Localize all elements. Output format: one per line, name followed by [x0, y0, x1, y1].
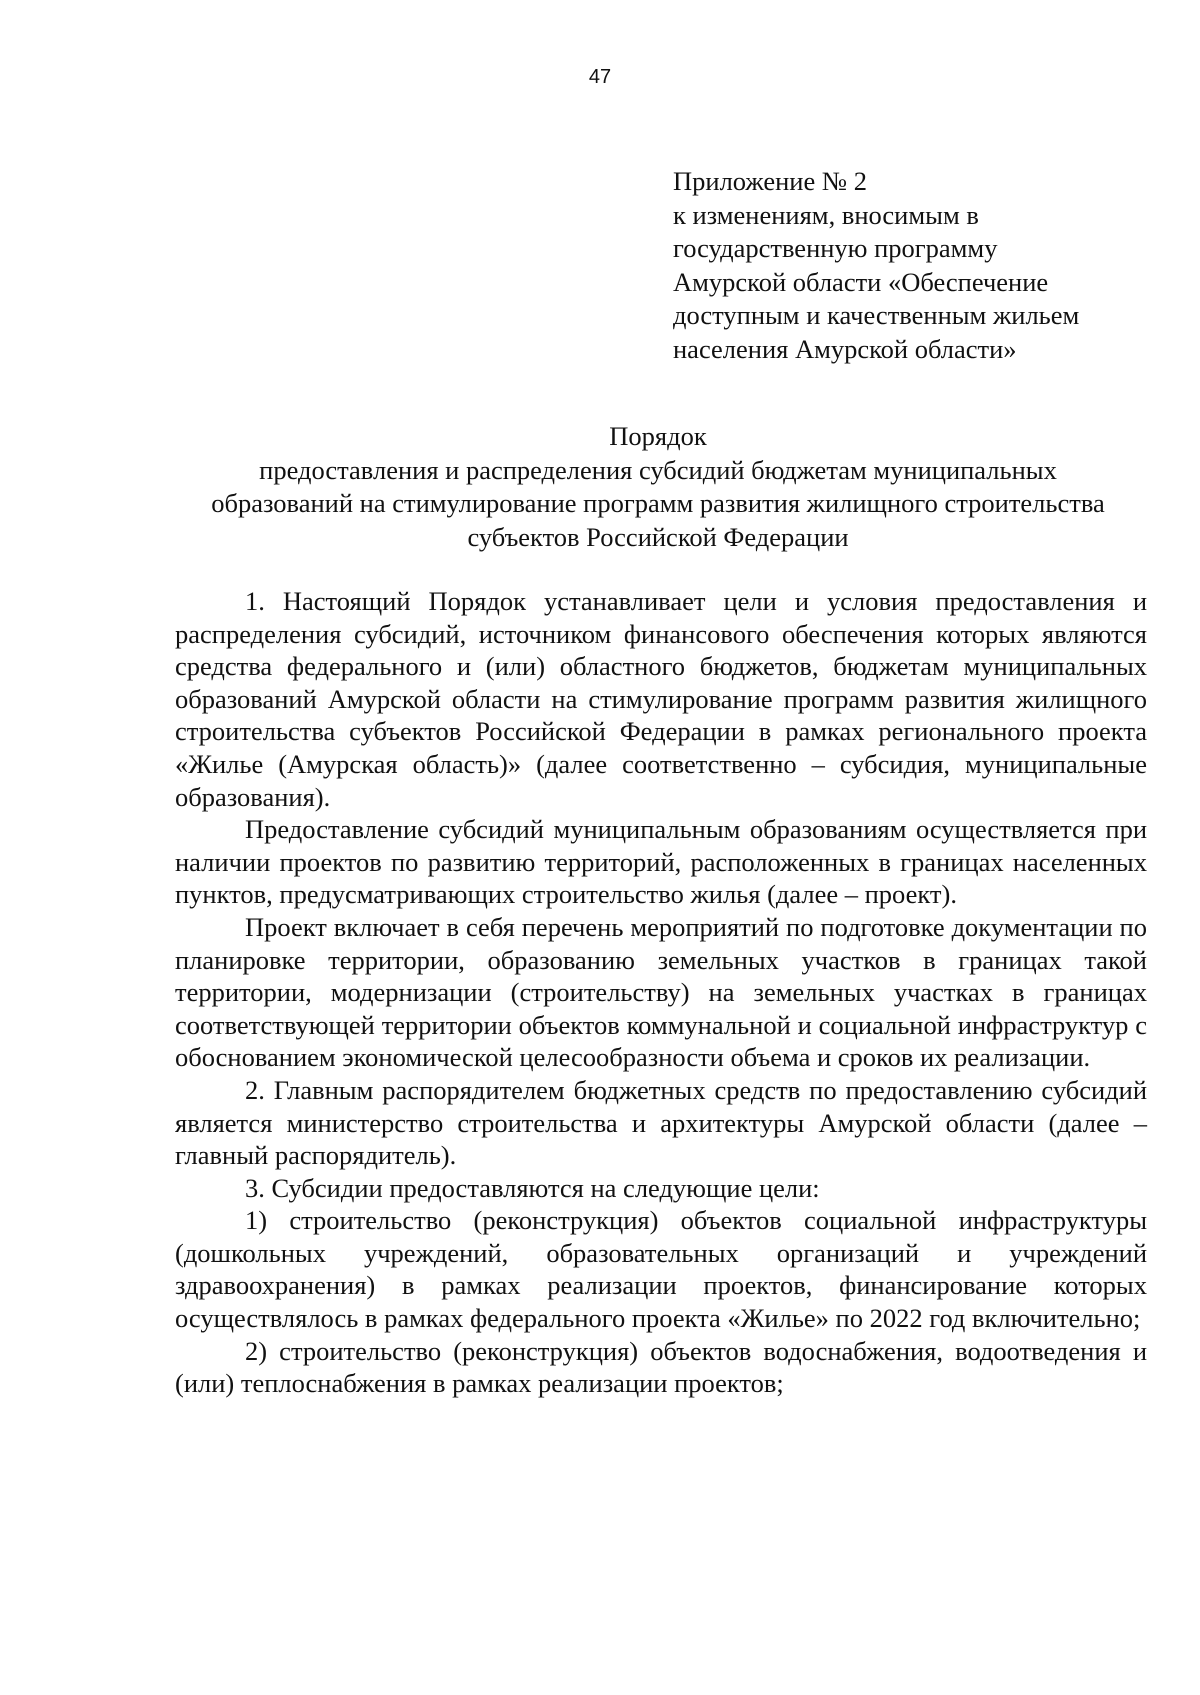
title-line: субъектов Российской Федерации [467, 521, 849, 552]
page-number: 47 [588, 66, 612, 88]
title-heading: Порядок [609, 421, 707, 451]
paragraph: 3. Субсидии предоставляются на следующие цели: [245, 1172, 820, 1203]
title-line: предоставления и распределения субсидий бюджетам муниципальных [259, 454, 1057, 485]
appendix-line: к изменениям, вносимым в [673, 199, 979, 230]
appendix-header [673, 165, 1153, 366]
appendix-line: доступным и качественным жильем [673, 300, 1080, 330]
paragraph: 2. Главным распорядителем бюджетных средств по предоставлению субсидий является министерство строительства и архитектуры Амурской области (далее – главный распорядитель). [175, 1074, 1147, 1171]
paragraph: 1) строительство (реконструкция) объектов социальной инфраструктуры (дошкольных учреждений, образовательных организаций и учреждений здравоохранения) в рамках реализации проектов, финансирование которых осуществлялось в рамках федерального проекта «Жилье» по 2022 год включительно; [175, 1205, 1147, 1334]
appendix-line: Приложение № 2 [673, 166, 868, 196]
appendix-line: населения Амурской области» [673, 333, 1017, 364]
appendix-line: Амурской области «Обеспечение [673, 266, 1049, 297]
document-body [175, 585, 1147, 1400]
paragraph: Проект включает в себя перечень мероприятий по подготовке документации по планировке территории, образованию земельных участков в границах такой территории, модернизации (строительству) на земельных участках в границах соответствующей территории объектов коммунальной и социальной инфраструктур с обоснованием экономической целесообразности объема и сроков их реализации. [175, 911, 1147, 1073]
paragraph: 2) строительство (реконструкция) объектов водоснабжения, водоотведения и (или) теплоснабжения в рамках реализации проектов; [175, 1335, 1147, 1399]
document-title [150, 420, 1166, 554]
appendix-line: государственную программу [673, 233, 998, 263]
paragraph: 1. Настоящий Порядок устанавливает цели и условия предоставления и распределения субсидий, источником финансового обеспечения которых являются средства федерального и (или) областного бюджетов, бюджетам муниципальных образований Амурской области на стимулирование программ развития жилищного строительства субъектов Российской Федерации в рамках регионального проекта «Жилье (Амурская область)» (далее соответственно – субсидия, муниципальные образования). [175, 586, 1147, 812]
title-line: образований на стимулирование программ развития жилищного строительства [211, 488, 1105, 518]
paragraph: Предоставление субсидий муниципальным образованиям осуществляется при наличии проектов по развитию территорий, расположенных в границах населенных пунктов, предусматривающих строительство жилья (далее – проект). [175, 814, 1147, 910]
